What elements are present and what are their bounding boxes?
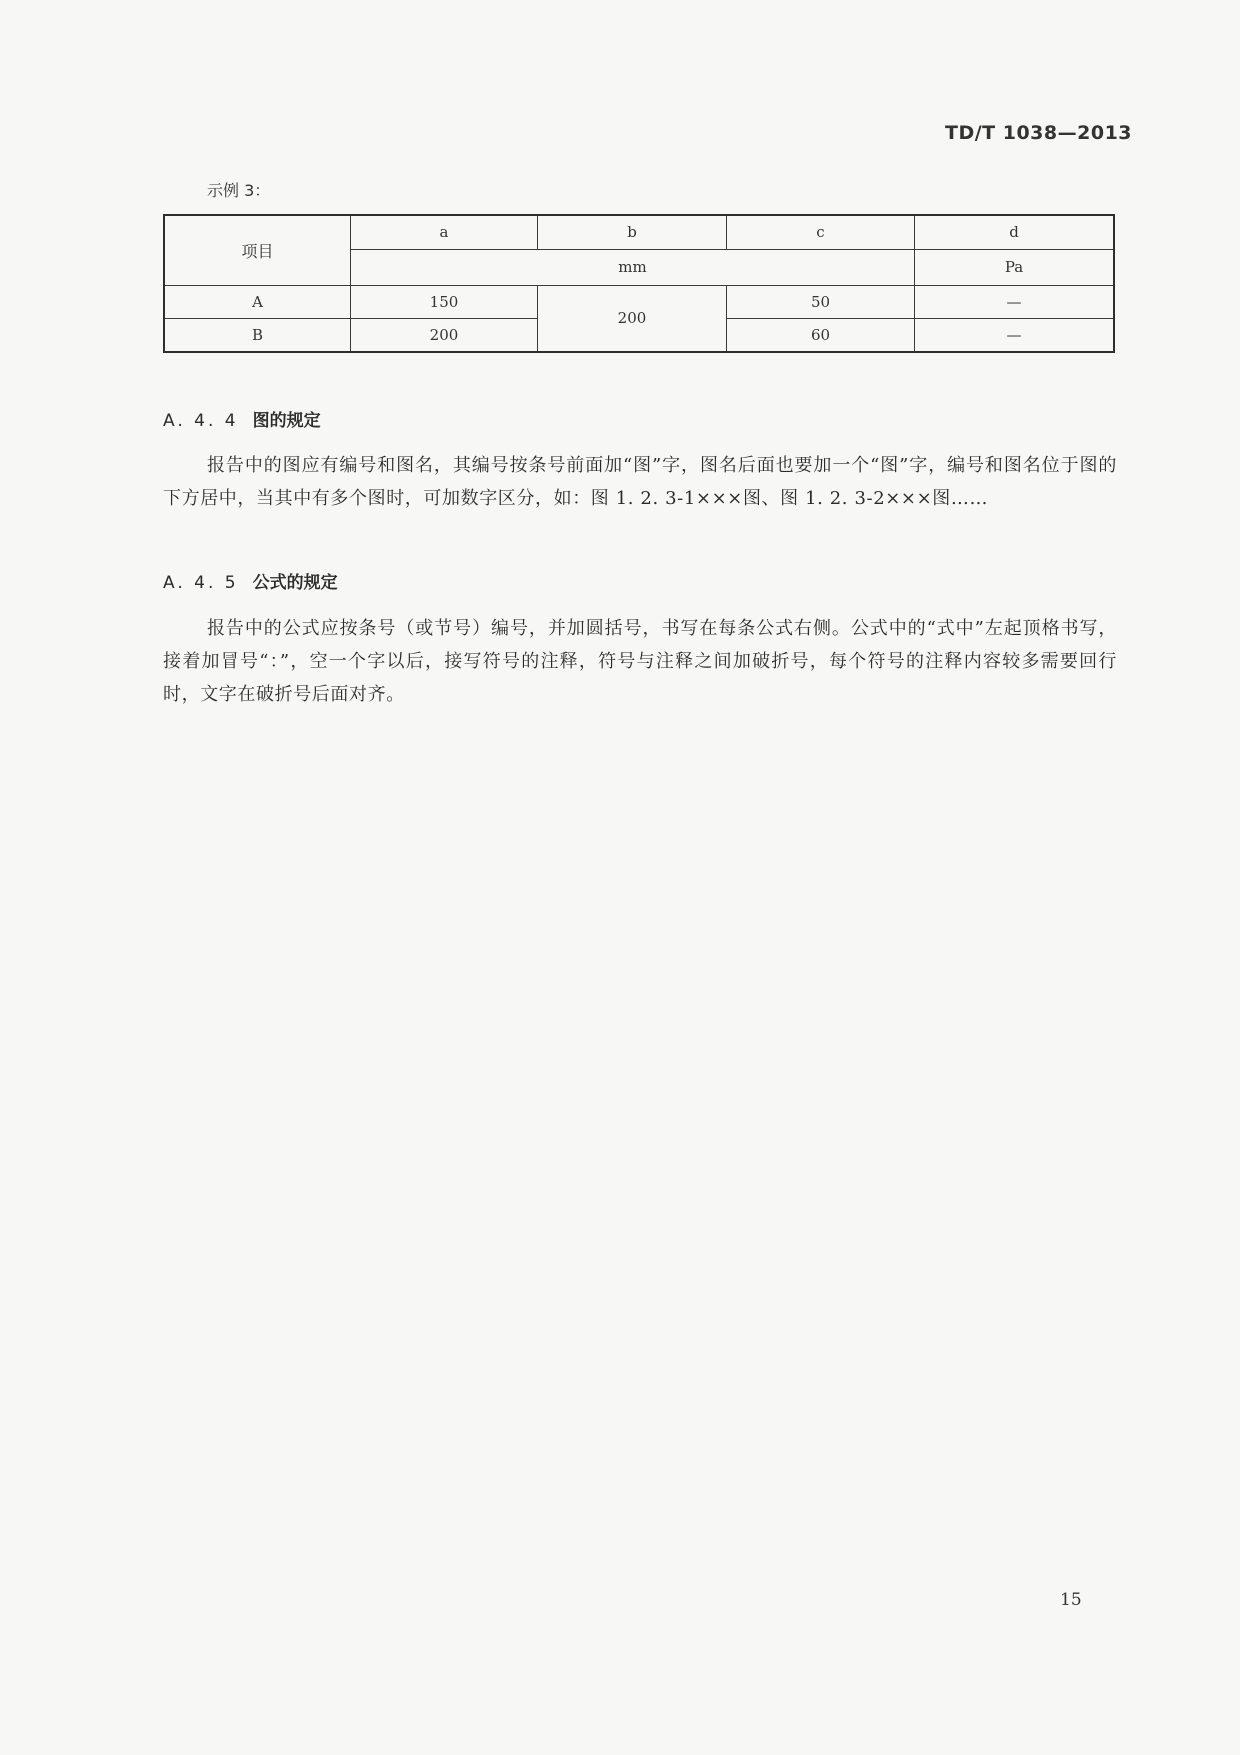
header-col-d: d — [915, 215, 1115, 249]
header-item-cell: 项目 — [164, 215, 351, 285]
section-heading — [163, 406, 321, 431]
row-c-cell: 50 — [727, 285, 915, 318]
header-col-c: c — [727, 215, 915, 249]
table-row — [164, 285, 1114, 318]
unit-pa-cell: Pa — [915, 249, 1115, 285]
unit-mm-cell: mm — [351, 249, 915, 285]
section-title: 图的规定 — [252, 411, 321, 431]
example-table — [163, 214, 1115, 353]
page-number: 15 — [1060, 1590, 1082, 1610]
row-c-cell: 60 — [727, 318, 915, 352]
header-col-a: a — [351, 215, 538, 249]
row-a-cell: 200 — [351, 318, 538, 352]
row-item-cell: B — [164, 318, 351, 352]
row-item-cell: A — [164, 285, 351, 318]
section-paragraph: 报告中的图应有编号和图名，其编号按条号前面加“图”字，图名后面也要加一个“图”字，编号和图名位于图的下方居中，当其中有多个图时，可加数字区分，如：图 1. 2. 3-1×××图、图 1. 2. 3-2×××图…… — [163, 455, 1117, 509]
row-d-cell: — — [915, 318, 1115, 352]
header-col-b: b — [538, 215, 727, 249]
standard-code: TD/T 1038—2013 — [945, 122, 1133, 144]
merged-b-cell: 200 — [538, 285, 727, 352]
section-heading — [163, 568, 338, 593]
table-header-row — [164, 215, 1114, 249]
section-title: 公式的规定 — [252, 573, 338, 593]
section-paragraph: 报告中的公式应按条号（或节号）编号，并加圆括号，书写在每条公式右侧。公式中的“式中”左起顶格书写，接着加冒号“：”，空一个字以后，接写符号的注释，符号与注释之间加破折号，每个符号的注释内容较多需要回行时，文字在破折号后面对齐。 — [163, 618, 1117, 705]
example-label: 示例 3： — [207, 181, 271, 200]
row-a-cell: 150 — [351, 285, 538, 318]
section-number: A. 4. 4 — [163, 411, 239, 431]
row-d-cell: — — [915, 285, 1115, 318]
section-number: A. 4. 5 — [163, 573, 239, 593]
